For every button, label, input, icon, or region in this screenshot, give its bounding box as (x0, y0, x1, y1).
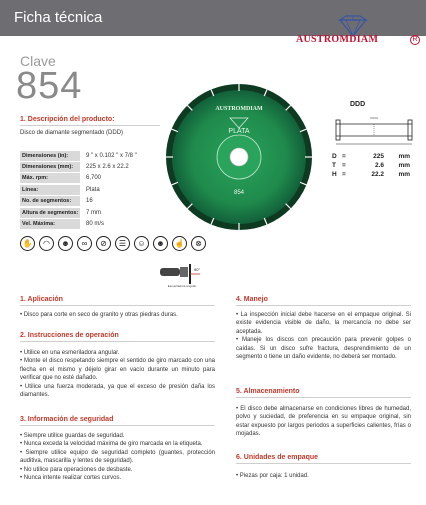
spec-label: Dimensiones (mm): (20, 162, 80, 172)
list-item: • Utilice en una esmeriladora angular. (20, 350, 120, 356)
spec-label: Línea: (20, 185, 80, 195)
diamond-disc-image (164, 82, 314, 232)
spec-row (20, 184, 160, 195)
ddd-title: DDD (350, 101, 366, 108)
mask2-icon: ☻ (153, 236, 168, 251)
section-title-seguridad: 3. Información de seguridad (20, 416, 114, 423)
divider (236, 463, 411, 464)
empaque-text (236, 472, 411, 480)
no-roughing-icon: ⊗ (191, 236, 206, 251)
disc-brand: AUSTROMDIAM (215, 106, 263, 112)
dim-key: D (332, 153, 337, 160)
disc-code: 854 (233, 190, 245, 196)
spec-label: Altura de segmentos: (22, 209, 79, 216)
helmet-icon: ☺ (134, 236, 149, 251)
angle-grinder-icon (158, 262, 202, 286)
page-title: Ficha técnica (14, 9, 103, 26)
divider (20, 341, 215, 342)
list-item: • Piezas por caja: 1 unidad. (236, 473, 309, 479)
section-title-almacenamiento: 5. Almacenamiento (236, 388, 300, 395)
dim-row (332, 161, 412, 170)
spec-row (20, 218, 160, 229)
list-item: • Nunca exceda la velocidad máxima de giro marcada en la etiqueta. (20, 441, 203, 448)
spec-row (20, 161, 160, 172)
section-title-manejo: 4. Manejo (236, 296, 268, 303)
dim-eq: = (342, 171, 346, 178)
divider (20, 305, 215, 306)
no-grinding-icon: ⊘ (96, 236, 111, 251)
ddd-dimensions (332, 152, 412, 179)
spec-value: 6,700 (86, 175, 102, 182)
list-item: • No utilice para operaciones de desbaste. (20, 466, 133, 473)
list-item: • La inspección inicial debe hacerse en el empaque original. Si existe evidencia visible de daño, la mercancía no debe ser aceptada. (236, 312, 411, 335)
disc-line: PLATA (228, 128, 250, 135)
mask-icon: ☻ (58, 236, 73, 251)
spec-label: Máx. rpm: (20, 173, 80, 183)
dim-key: T (332, 162, 336, 169)
section-title-aplicacion: 1. Aplicación (20, 296, 63, 303)
section-title-empaque: 6. Unidades de empaque (236, 454, 319, 461)
list-item: • Siempre utilice equipo de seguridad completo (guantes, protección auditiva, mascarilla y lentes de seguridad). (20, 449, 215, 465)
safety-icons (20, 236, 206, 251)
spec-row (20, 150, 160, 161)
dim-value: 2.6 (374, 162, 384, 169)
grinder-caption: Esmeriladora angular (167, 284, 197, 288)
spec-value: Plata (86, 186, 100, 193)
disc-profile-diagram (332, 112, 416, 148)
registered-mark: R (410, 35, 420, 45)
list-item: • Siempre utilice guardas de seguridad. (20, 433, 125, 439)
disc-graphic (164, 82, 314, 232)
aplicacion-text (20, 311, 215, 319)
brand-name: AUSTROMDIAM (296, 34, 379, 45)
section-title-descripcion: 1. Descripción del producto: (20, 116, 115, 123)
manejo-text (236, 311, 411, 361)
seguridad-text (20, 432, 215, 482)
spec-label: Vel. Máxima: (20, 219, 80, 229)
spec-row (20, 173, 160, 184)
clave-number: 854 (16, 65, 83, 107)
dim-row (332, 170, 412, 179)
spec-value: 80 m/s (86, 221, 105, 228)
product-description: Disco de diamante segmentado (DDD) (20, 130, 124, 136)
list-item: • Monte el disco respetando siempre el sentido de giro marcado con una flecha en el mismo y déjelo girar en vacío durante un minuto para verificar que no esté dañado. (20, 358, 215, 382)
divider (236, 305, 411, 306)
spec-value: 7 mm (86, 209, 101, 216)
ear-protection-icon: ◠ (39, 236, 54, 251)
dim-key: H (332, 171, 337, 178)
clave-label: Clave (20, 53, 56, 69)
manual-icon: ☰ (115, 236, 130, 251)
list-item: • El disco debe almacenarse en condiciones libres de humedad, polvo y suciedad, de preferencia en su empaque original, sin estar expuesto por largos periodos a superficies calientes, frías o mojadas. (236, 406, 411, 438)
grinder-degrees: 90° (194, 267, 201, 272)
section-title-instrucciones: 2. Instrucciones de operación (20, 332, 119, 339)
list-item: • Disco para corte en seco de granito y otras piedras duras. (20, 312, 178, 318)
goggles-icon: ∞ (77, 236, 92, 251)
dim-eq: = (342, 162, 346, 169)
list-item: • Utilice una fuerza moderada, ya que el exceso de presión daña los diamantes. (20, 383, 215, 399)
dim-value: 225 (373, 153, 384, 160)
list-item: • Nunca intente realizar cortes curvos. (20, 475, 122, 482)
spec-value: 16 (86, 198, 93, 205)
dim-value: 22.2 (371, 171, 384, 178)
almacenamiento-text (236, 405, 411, 439)
divider (236, 397, 411, 398)
hand-icon: ☝ (172, 236, 187, 251)
dim-unit: mm (398, 153, 410, 160)
dim-unit: mm (398, 171, 410, 178)
spec-value: 9 " x 0.102 " x 7/8 " (86, 152, 137, 159)
spec-label: Dimensiones (in): (20, 151, 80, 161)
spec-value: 225 x 2.6 x 22.2 (86, 164, 129, 171)
brand-logo (296, 15, 422, 57)
gloves-icon: ✋ (20, 236, 35, 251)
list-item: • Maneje los discos con precaución para prevenir golpes o caídas. Si un disco sufre fractura, desprendimiento de un segmento o tiene un daño evidente, no deberá ser montado. (236, 337, 411, 361)
dim-eq: = (342, 153, 346, 160)
spec-row (20, 207, 160, 218)
spec-row (20, 196, 160, 207)
spec-table (20, 150, 160, 230)
instrucciones-text (20, 349, 215, 399)
spec-label: No. de segmentos: (20, 196, 80, 206)
dim-unit: mm (398, 162, 410, 169)
dim-row (332, 152, 412, 161)
divider (20, 425, 215, 426)
divider (20, 125, 160, 126)
